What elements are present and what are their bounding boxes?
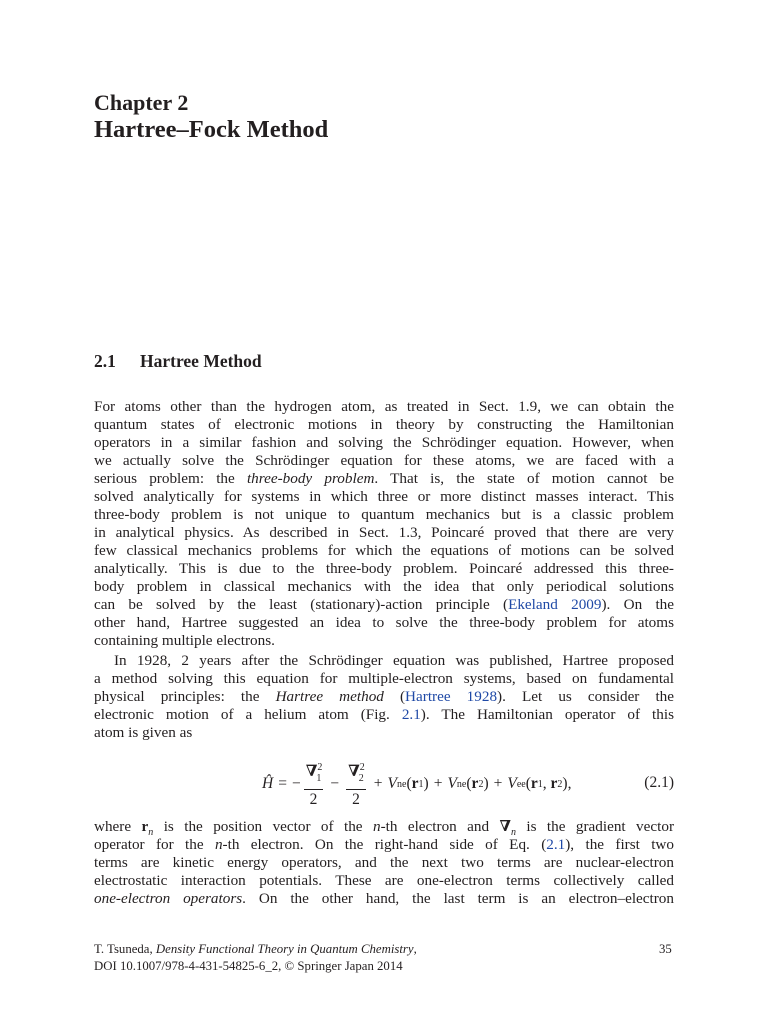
paragraph-line: in analytical physics. As described in Sect. 1.3, Poincaré proved that there are very [94, 524, 674, 541]
citation-link-hartree-1928[interactable]: Hartree 1928 [405, 688, 498, 705]
paragraph-line: can be solved by the least (stationary)-action principle (Ekeland 2009). On the [94, 596, 675, 613]
paragraph-line: few classical mechanics problems for which the equations of motions can be solved [94, 542, 674, 559]
footer-book-title: Density Functional Theory in Quantum Chemistry [155, 942, 414, 956]
chapter-label: Chapter 2 [94, 90, 189, 115]
paragraph-line: physical principles: the Hartree method (Hartree 1928). Let us consider the [94, 688, 675, 705]
equation-link-2-1[interactable]: 2.1 [546, 836, 566, 853]
paragraph-line: For atoms other than the hydrogen atom, as treated in Sect. 1.9, we can obtain the [94, 398, 674, 415]
footer-citation: T. Tsuneda, Density Functional Theory in Quantum Chemistry, [94, 942, 417, 956]
paragraph-line: quantum states of electronic motions in theory by constructing the Hamiltonian [94, 416, 674, 433]
figure-link-2-1[interactable]: 2.1 [401, 706, 421, 723]
citation-link-ekeland-2009[interactable]: Ekeland 2009 [508, 596, 602, 613]
paragraph-line: electronic motion of a helium atom (Fig. 2.1). The Hamiltonian operator of this [94, 706, 674, 723]
paragraph-line: three-body problem is not unique to quantum mechanics but is a classic problem [94, 506, 674, 523]
paragraph-line: other hand, Hartree suggested an idea to solve the three-body problem for atoms [94, 614, 674, 631]
paragraph-line: operator for the n-th electron. On the right-hand side of Eq. (2.1), the first two [94, 836, 674, 853]
equation-number: (2.1) [644, 774, 674, 791]
section-number: 2.1 [94, 351, 116, 371]
chapter-title: Hartree–Fock Method [94, 116, 329, 143]
fraction-kinetic-1: $\frac{\nabla^2_1}{2}$ [304, 758, 324, 809]
paragraph-line: serious problem: the three-body problem. That is, the state of motion cannot be [94, 470, 675, 487]
equation-body: Ĥ = − $\frac{\nabla^2_1}{2}$ − $\frac{\nabla^2_2}{2}$ + V ne ( r 1 ) + V ne ( r 2 ) + V ee ( r 1 , r 2 ) , [262, 760, 571, 808]
paragraph-line: body problem in classical mechanics with the idea that only periodical solutions [94, 578, 674, 595]
paragraph-line: In 1928, 2 years after the Schrödinger equation was published, Hartree proposed [114, 652, 674, 669]
emphasis-hartree-method: Hartree method [275, 688, 384, 705]
paragraph-line: containing multiple electrons. [94, 632, 275, 649]
paragraph-line: electrostatic interaction potentials. These are one-electron terms collectively called [94, 872, 674, 889]
paragraph-line: we actually solve the Schrödinger equation for these atoms, we are faced with a [94, 452, 674, 469]
fraction-kinetic-2: $\frac{\nabla^2_2}{2}$ [346, 758, 366, 809]
section-heading [94, 351, 262, 372]
paragraph-line: terms are kinetic energy operators, and the next two terms are nuclear-electron [94, 854, 674, 871]
paragraph-line: analytically. This is due to the three-body problem. Poincaré addressed this three- [94, 560, 674, 577]
paragraph-line: solved analytically for systems in which three or more distinct masses interact. This [94, 488, 674, 505]
page-number: 35 [659, 942, 672, 956]
emphasis-three-body-problem: three-body problem [246, 470, 375, 487]
paragraph-line: where $r_n$ is the position vector of the n-th electron and $\nabla_n$ is the gradient vector [94, 818, 675, 839]
paragraph-line: atom is given as [94, 724, 193, 741]
footer-doi: DOI 10.1007/978-4-431-54825-6_2, © Springer Japan 2014 [94, 959, 403, 973]
paragraph-line: one-electron operators. On the other hand, the last term is an electron–electron [94, 890, 674, 907]
emphasis-one-electron-operators: one-electron operators [94, 890, 243, 907]
paragraph-line: a method solving this equation for multiple-electron systems, based on fundamental [94, 670, 674, 687]
paragraph-line: operators in a similar fashion and solving the Schrödinger equation. However, when [94, 434, 674, 451]
equation-2-1 [94, 760, 674, 808]
section-title: Hartree Method [140, 351, 262, 371]
